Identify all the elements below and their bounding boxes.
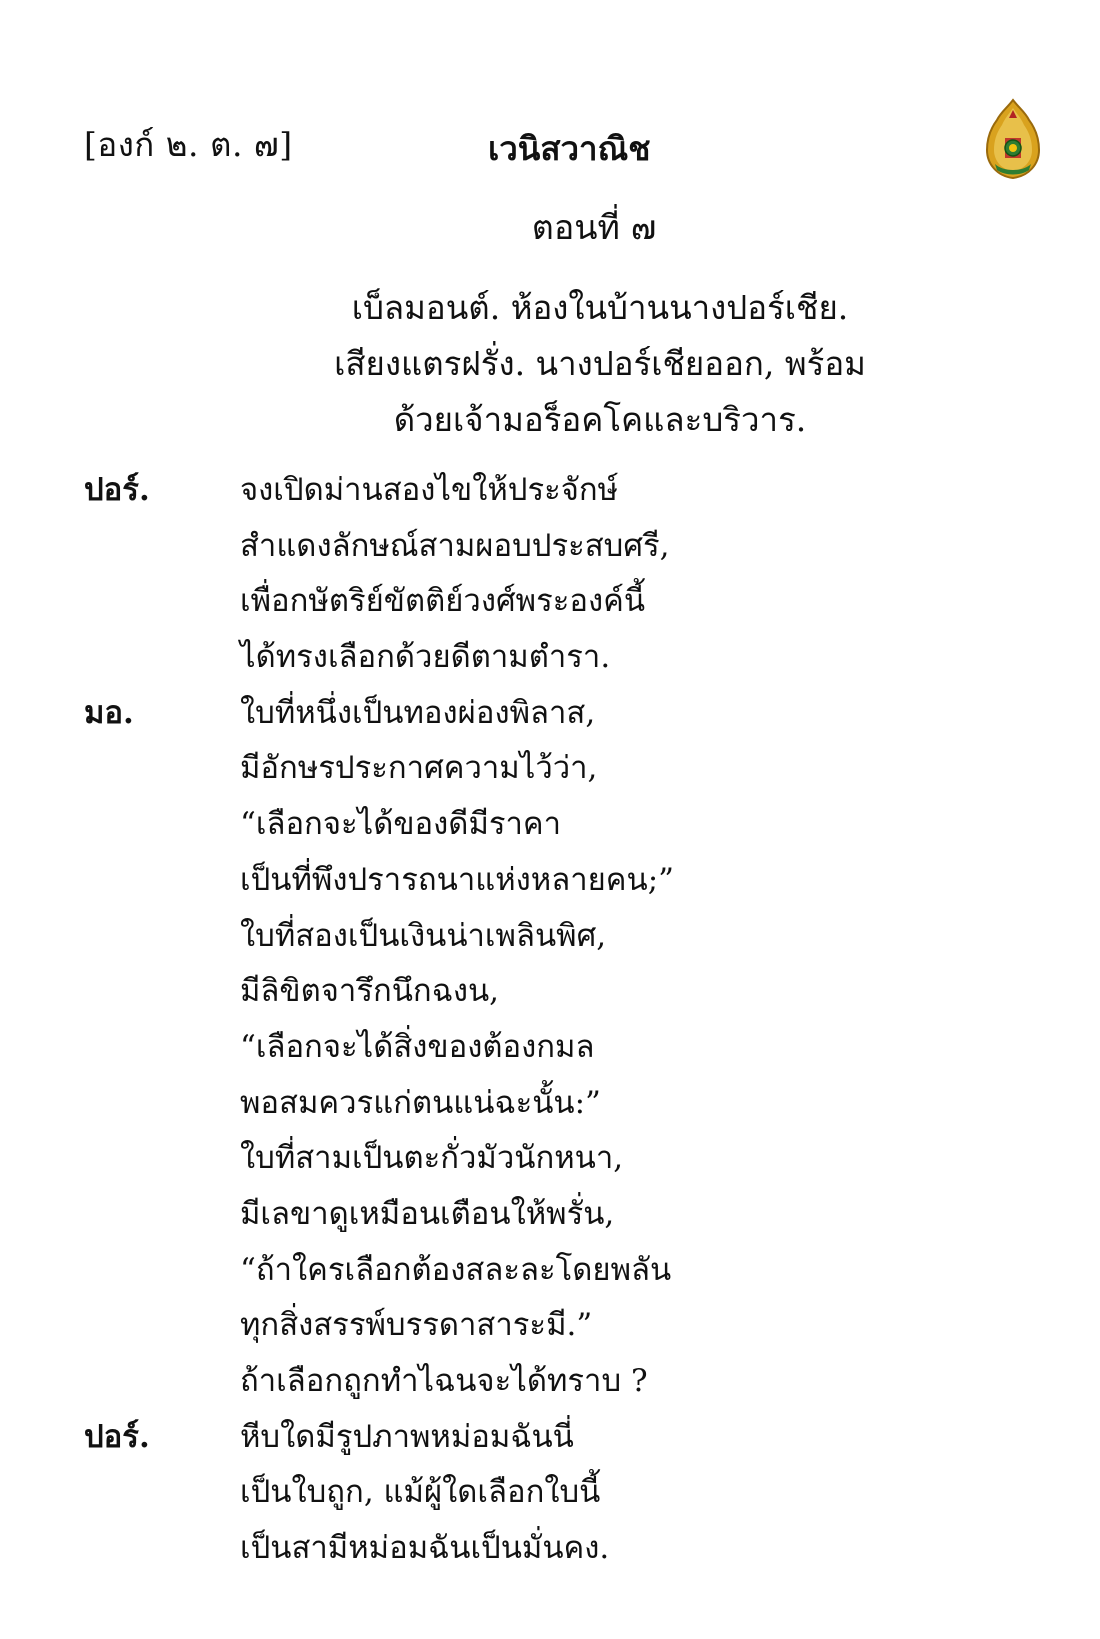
verse-row: [84, 686, 1034, 742]
stage-direction-line: เบ็ลมอนต์. ห้องในบ้านนางปอร์เชีย.: [351, 288, 849, 327]
scene-title: ตอนที่ ๗: [531, 208, 657, 248]
verse-line: เป็นสามีหม่อมฉันเป็นมั่นคง.: [240, 1530, 610, 1567]
verse-row: [84, 1076, 1034, 1132]
verse-line: “เลือกจะได้ของดีมีราคา: [240, 806, 562, 843]
verse-line: เป็นที่พึงปรารถนาแห่งหลายคน;”: [240, 861, 674, 898]
verse-row: [84, 1020, 1034, 1076]
verse-row: [84, 1243, 1034, 1299]
verse-row: [84, 1354, 1034, 1410]
verse-line: มีเลขาดูเหมือนเตือนให้พรั่น,: [240, 1195, 615, 1232]
verse-row: [84, 1521, 1034, 1577]
verse-line: จงเปิดม่านสองไขให้ประจักษ์: [240, 472, 619, 508]
stage-direction-line: เสียงแตรฝรั่ง. นางปอร์เชียออก, พร้อม: [334, 344, 866, 383]
act-scene-reference: [องก์ ๒. ต. ๗]: [84, 125, 293, 164]
verse-row: [84, 1131, 1034, 1187]
verse-line: “เลือกจะได้สิ่งของต้องกมล: [240, 1028, 595, 1065]
verse-line: ได้ทรงเลือกด้วยดีตามตำรา.: [240, 639, 611, 676]
verse-line: เป็นใบถูก, แม้ผู้ใดเลือกใบนี้: [240, 1474, 601, 1511]
verse-row: [84, 630, 1034, 686]
verse-line: ใบที่หนึ่งเป็นทองผ่องพิลาส,: [240, 694, 596, 731]
verse-row: [84, 909, 1034, 965]
verse-line: ทุกสิ่งสรรพ์บรรดาสาระมี.”: [240, 1307, 593, 1344]
verse-line: เพื่อกษัตริย์ขัตติย์วงศ์พระองค์นี้: [240, 583, 646, 620]
verse-row: [84, 463, 1034, 519]
verse-line: หีบใดมีรูปภาพหม่อมฉันนี่: [240, 1418, 574, 1455]
verse-row: [84, 1410, 1034, 1466]
speaker-name: ปอร์.: [84, 1418, 150, 1455]
verse-line: พอสมควรแก่ตนแน่ฉะนั้น:”: [240, 1084, 601, 1121]
verse-row: [84, 797, 1034, 853]
verse-row: [84, 574, 1034, 630]
speaker-name: ปอร์.: [84, 472, 150, 508]
verse-row: [84, 964, 1034, 1020]
verse-line: ใบที่สองเป็นเงินน่าเพลินพิศ,: [240, 917, 607, 954]
verse-line: สำแดงลักษณ์สามผอบประสบศรี,: [240, 527, 670, 564]
verse-row: [84, 1187, 1034, 1243]
thai-ministry-emblem-icon: [983, 98, 1043, 180]
verse-line: ถ้าเลือกถูกทำไฉนจะได้ทราบ ?: [240, 1363, 648, 1399]
stage-directions: [260, 280, 940, 448]
verse-line: “ถ้าใครเลือกต้องสละละโดยพลัน: [240, 1251, 672, 1288]
dialogue-block: [84, 463, 1034, 1577]
stage-direction-line: ด้วยเจ้ามอร็อคโคและบริวาร.: [393, 400, 807, 439]
verse-line: มีลิขิตจารึกนึกฉงน,: [240, 973, 500, 1010]
verse-row: [84, 1465, 1034, 1521]
verse-row: [84, 1298, 1034, 1354]
verse-row: [84, 519, 1034, 575]
verse-line: ใบที่สามเป็นตะกั่วมัวนักหนา,: [240, 1140, 624, 1177]
verse-row: [84, 853, 1034, 909]
verse-row: [84, 741, 1034, 797]
verse-line: มีอักษรประกาศความไว้ว่า,: [240, 750, 598, 787]
running-title: เวนิสวาณิช: [488, 129, 651, 168]
speaker-name: มอ.: [84, 694, 134, 731]
